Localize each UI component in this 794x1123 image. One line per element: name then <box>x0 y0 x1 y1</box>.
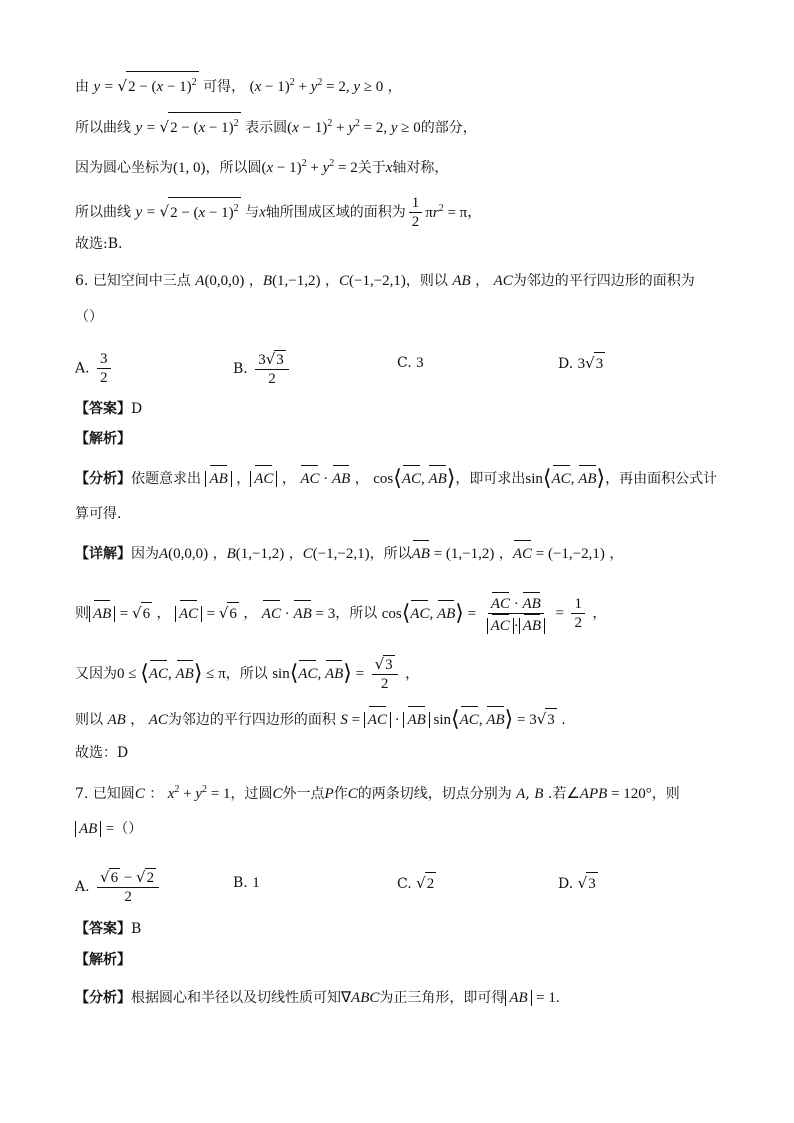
q6-xiangjie-line-3: 又因为0 ≤ ⟨AC, AB⟩ ≤ π，所以 sin⟨AC, AB⟩ = $\frac{√3}{2}$ ， <box>75 655 420 692</box>
fenxi-tag: 【分析】 <box>75 990 131 1006</box>
solution-line-3: 因为圆心坐标为(1, 0)，所以圆$(x - 1)^2 + y^2 = 2$关于x轴对称， <box>75 158 449 176</box>
q6-answer <box>75 398 142 420</box>
text: 轴对称， <box>392 160 449 176</box>
q6-option-c[interactable] <box>397 352 424 374</box>
solution-line-2: 所以曲线 $y = √2 - (x - 1)^2$ 表示圆$(x - 1)^2 + y^2 = 2$, y ≥ 0的部分， <box>75 112 477 139</box>
fenxi-tag: 【分析】 <box>75 471 131 487</box>
question-number: 7. <box>75 786 89 802</box>
option-label: B. <box>233 875 248 891</box>
q6-xiangjie-line-2: 则 AB = √6 ， AC = √6 ， AC · AB = 3，所以 cos⟨AC, AB⟩ = $\frac{AC \cdot AB}{AC \cdot AB}$ = $\frac{1}{2}$ ， <box>75 592 606 635</box>
text: 由 <box>75 79 89 95</box>
text: 为邻边的平行四边形的面积为 <box>512 273 695 289</box>
question-number: 6. <box>75 273 89 289</box>
text: 的部分， <box>420 120 477 136</box>
q6-guxuan: 故选：D <box>75 745 129 761</box>
q7-answer <box>75 918 141 940</box>
option-label: A. <box>75 879 90 895</box>
q6-option-d[interactable]: D. 3√3 <box>558 352 605 375</box>
q7-option-d[interactable]: D. √3 <box>558 872 598 895</box>
text: ，所以 <box>225 666 268 682</box>
text: ，所以 <box>369 546 412 562</box>
option-label: D. <box>558 356 574 372</box>
text: 作 <box>333 786 348 802</box>
text: 则以 <box>75 712 103 728</box>
text: 因为圆心坐标为 <box>75 160 173 176</box>
text: ，则以 <box>405 273 448 289</box>
answer-value: D <box>131 401 143 417</box>
text: ，即可求出 <box>455 471 526 487</box>
question-6-paren: （） <box>75 309 103 325</box>
solution-line-5: 故选:B. <box>75 236 123 252</box>
q6-xiangjie-line-1: 【详解】因为A(0,0,0) ，B(1,−1,2) ，C(−1,−2,1)，所以AB = (1,−1,2) ，AC = (−1,−2,1) ， <box>75 540 623 565</box>
text: 表示圆 <box>245 120 288 136</box>
answer-tag: 【答案】 <box>75 921 131 937</box>
option-label: A. <box>75 360 90 377</box>
text: 外一点 <box>282 786 325 802</box>
answer-value: B <box>131 921 142 937</box>
q7-option-c[interactable]: C. √2 <box>397 872 436 895</box>
option-label: B. <box>233 361 248 377</box>
text: 又因为 <box>75 666 117 682</box>
text: ，所以圆 <box>205 160 262 176</box>
text: 为邻边的平行四边形的面积 <box>167 712 336 728</box>
q6-option-b[interactable]: B. $\frac{3√3}{2}$ <box>233 350 292 388</box>
text: ，则 <box>651 786 680 802</box>
q6-fenxi-line-1: 【分析】依题意求出 AB ， AC ， AC · AB ， cos⟨AC, AB⟩，即可求出sin⟨AC, AB⟩，再由面积公式计 <box>75 466 718 491</box>
text: ，再由面积公式计 <box>605 471 718 487</box>
text: 若 <box>552 786 567 802</box>
text: 可得， <box>203 79 246 95</box>
option-value: 3 <box>416 355 424 371</box>
text: 已知圆 <box>92 786 135 802</box>
option-label: D. <box>558 876 574 892</box>
xiangjie-tag: 【详解】 <box>75 546 131 562</box>
answer-tag: 【答案】 <box>75 401 131 417</box>
q6-xiangjie-line-4: 则以 AB ， AC为邻边的平行四边形的面积 S = AC · AB sin⟨AC, AB⟩ = 3√3 . <box>75 707 566 732</box>
solution-line-1: 由 $y = √2 - (x - 1)^2$ 可得， $(x - 1)^2 + y^2 = 2$, y ≥ 0 ， <box>75 71 402 98</box>
q7-option-b[interactable] <box>233 872 260 894</box>
text: 根据圆心和半径以及切线性质可知 <box>131 990 341 1006</box>
question-7-stem-2: AB =（） <box>75 818 142 840</box>
q6-analysis-tag: 【解析】 <box>75 431 131 447</box>
text: 则 <box>75 605 89 622</box>
text: 的两条切线，切点分别为 <box>357 786 512 802</box>
text: ， <box>467 204 482 221</box>
question-6-stem: 6. 已知空间中三点 A(0,0,0) ，B(1,−1,2) ，C(−1,−2,1)，则以 AB ， AC为邻边的平行四边形的面积为 <box>75 273 695 289</box>
option-label: C. <box>397 876 412 892</box>
text: （） <box>114 821 143 837</box>
text: 依题意求出 <box>131 471 201 487</box>
q6-fenxi-line-2: 算可得. <box>75 506 122 522</box>
option-label: C. <box>397 355 412 371</box>
option-value: 1 <box>252 875 260 891</box>
text: 已知空间中三点 <box>92 273 191 289</box>
text: 关于 <box>357 160 386 176</box>
q7-option-a[interactable]: A. $\frac{√6 - √2}{2}$ <box>75 868 162 906</box>
q7-fenxi: 【分析】根据圆心和半径以及切线性质可知∇ABC为正三角形，即可得 AB = 1. <box>75 990 560 1006</box>
text: 轴所围成区域的面积为 <box>265 204 406 221</box>
text: 因为 <box>131 546 159 562</box>
q7-analysis-tag: 【解析】 <box>75 952 131 968</box>
text: 为正三角形，即可得 <box>379 990 506 1006</box>
text: ，所以 <box>335 605 378 622</box>
solution-line-4: 所以曲线 $y = √2 - (x - 1)^2$ 与x轴所围成区域的面积为 $\frac{1}{2}$ $\pi r^2 = \pi$， <box>75 195 482 230</box>
text: 与 <box>245 204 260 221</box>
question-7-stem: 7. 已知圆C ： $x^2 + y^2 = 1$，过圆C外一点P作C的两条切线，切点分别为 A, B .若∠APB = 120°，则 <box>75 784 680 802</box>
text: 所以曲线 <box>75 120 131 136</box>
text: 所以曲线 <box>75 204 131 221</box>
q6-option-a[interactable]: A. $\frac{3}{2}$ <box>75 350 114 387</box>
text: ，过圆 <box>230 786 273 802</box>
